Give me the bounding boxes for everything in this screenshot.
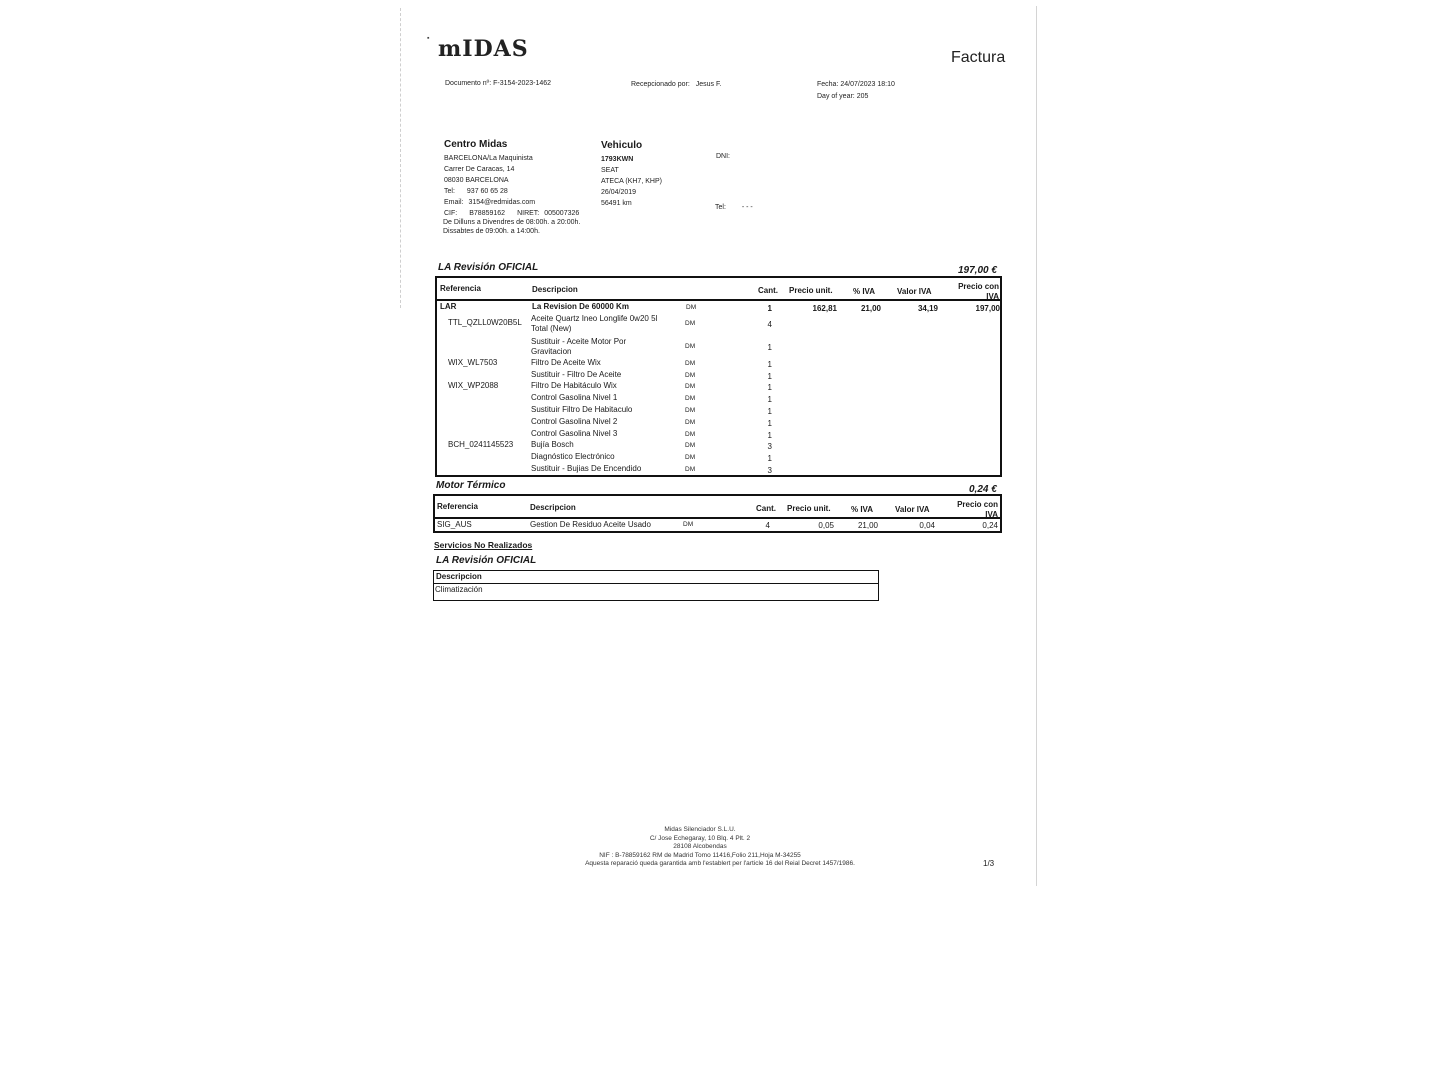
row-cant: 1 <box>767 372 772 381</box>
email-label: Email: <box>444 199 464 206</box>
footer-warranty: Aquesta reparació queda garantida amb l'establert per l'article 16 del Reial Decret 1457/1986. <box>585 860 855 867</box>
footer-line: C/ Jose Echegaray, 10 Blq. 4 Plt. 2 <box>649 834 751 842</box>
niret-value: 005007326 <box>544 210 580 217</box>
motor-row-iva: 21,00 <box>857 521 878 530</box>
page-edge-right <box>1036 6 1038 886</box>
row-unit: DM <box>685 419 696 426</box>
col-referencia: Referencia <box>437 502 478 511</box>
row-desc: Sustituir - Aceite Motor Por <box>531 337 627 346</box>
centro-horario <box>443 218 580 236</box>
midas-logo: mIDAS <box>438 36 529 62</box>
main-row-ref: LAR <box>440 302 457 311</box>
motor-header-divider <box>434 517 1001 519</box>
no-realizados-title: Servicios No Realizados <box>434 540 533 550</box>
vehiculo-line: ATECA (KH7, KHP) <box>601 178 662 185</box>
vehiculo-line: 56491 km <box>601 200 632 207</box>
documento-value: F-3154-2023-1462 <box>493 80 552 87</box>
col-descripcion: Descripcion <box>530 503 576 512</box>
main-row-desc: La Revision De 60000 Km <box>532 302 629 311</box>
col-cant: Cant. <box>756 504 776 513</box>
row-desc-cont: Gravitacion <box>531 347 572 356</box>
row-cant: 1 <box>767 343 772 352</box>
row-desc: Control Gasolina Nivel 3 <box>531 429 618 438</box>
row-unit: DM <box>685 454 696 461</box>
row-unit: DM <box>685 407 696 414</box>
day-label: Day of year: <box>817 93 855 100</box>
documento-number <box>445 80 551 87</box>
vehiculo-line: 26/04/2019 <box>601 189 637 196</box>
fecha-label: Fecha: <box>817 81 839 88</box>
row-desc: Aceite Quartz Ineo Longlife 0w20 5l <box>531 314 658 323</box>
centro-email <box>444 197 579 208</box>
row-unit: DM <box>685 466 696 473</box>
main-row-valor: 34,19 <box>917 304 938 313</box>
no-realizados-row: Climatización <box>435 585 483 594</box>
row-cant: 4 <box>767 320 772 329</box>
row-unit: DM <box>685 442 696 449</box>
fecha-value: 24/07/2023 18:10 <box>840 81 895 88</box>
centro-address <box>444 153 579 219</box>
row-unit: DM <box>685 360 696 367</box>
vehiculo-tel <box>715 202 753 213</box>
day-of-year <box>817 93 868 100</box>
recepcionado-value: Jesus F. <box>695 81 722 88</box>
motor-row-ref: SIG_AUS <box>437 520 472 529</box>
row-unit: DM <box>685 320 696 327</box>
col-precio-con-iva <box>953 500 998 520</box>
row-ref: BCH_0241145523 <box>448 440 514 449</box>
table-header-divider <box>436 299 1001 301</box>
col-precio-con-iva-line1: Precio con <box>957 500 998 509</box>
col-valor-iva: Valor IVA <box>897 287 932 296</box>
col-iva: % IVA <box>851 505 874 514</box>
main-row-unit: DM <box>686 304 697 311</box>
row-cant: 1 <box>767 383 772 392</box>
row-desc: Control Gasolina Nivel 1 <box>531 393 618 402</box>
main-row-precio: 162,81 <box>812 304 837 313</box>
row-desc: Sustituir Filtro De Habitaculo <box>531 405 633 414</box>
row-unit: DM <box>685 431 696 438</box>
horario-line: Dissabtes de 09:00h. a 14:00h. <box>443 228 540 235</box>
row-desc: Filtro De Aceite Wix <box>531 358 601 367</box>
row-cant: 1 <box>767 407 772 416</box>
cif-label: CIF: <box>444 210 458 217</box>
section-motor-total: 0,24 € <box>969 484 997 495</box>
footer-line: NIF : B-78859162 RM de Madrid Tomo 11416,Folio 211,Hoja M-34255 <box>599 851 801 859</box>
row-cant: 3 <box>767 466 772 475</box>
col-iva: % IVA <box>853 287 876 296</box>
row-cant: 1 <box>767 454 772 463</box>
email-value: 3154@redmidas.com <box>468 199 536 206</box>
motor-row-desc: Gestion De Residuo Aceite Usado <box>530 520 651 529</box>
centro-title: Centro Midas <box>444 139 508 150</box>
col-referencia: Referencia <box>440 284 481 293</box>
row-ref: WIX_WL7503 <box>448 358 498 367</box>
section-motor-title: Motor Térmico <box>436 480 506 491</box>
page-number: 1/3 <box>983 859 995 868</box>
tel-value: - - - <box>741 204 753 211</box>
cif-value: B78859162 <box>469 210 506 217</box>
row-desc: Sustituir - Filtro De Aceite <box>531 370 622 379</box>
documento-label: Documento nº: <box>445 80 492 87</box>
row-cant: 3 <box>767 442 772 451</box>
row-desc: Filtro De Habitáculo Wix <box>531 381 617 390</box>
col-precio-con-iva-line2: IVA <box>986 292 999 301</box>
row-desc-cont: Total (New) <box>531 324 572 333</box>
row-cant: 1 <box>767 419 772 428</box>
row-cant: 1 <box>767 395 772 404</box>
footer-line: 28108 Alcobendas <box>673 843 727 850</box>
document-title: Factura <box>951 49 1006 66</box>
tel-value: 937 60 65 28 <box>466 188 508 195</box>
no-realizados-table <box>433 570 879 601</box>
row-desc: Sustituir - Bujias De Encendido <box>531 464 642 473</box>
day-value: 205 <box>856 93 869 100</box>
centro-line: BARCELONA/La Maquinista <box>444 155 533 162</box>
row-desc: Bujía Bosch <box>531 440 574 449</box>
main-row-iva: 21,00 <box>860 304 881 313</box>
tel-label: Tel: <box>715 204 726 211</box>
centro-tel <box>444 186 579 197</box>
row-cant: 1 <box>767 360 772 369</box>
col-precio-con-iva-line1: Precio con <box>958 282 999 291</box>
recepcionado <box>631 81 721 88</box>
row-desc: Diagnóstico Electrónico <box>531 452 615 461</box>
col-precio-unit: Precio unit. <box>789 286 833 295</box>
no-realizados-header: Descripcion <box>436 572 482 581</box>
col-precio-unit: Precio unit. <box>787 504 831 513</box>
footer-line: Midas Silenciador S.L.U. <box>664 826 736 833</box>
motor-row-precio: 0,05 <box>818 521 834 530</box>
footer-info <box>540 826 860 860</box>
col-descripcion: Descripcion <box>532 285 578 294</box>
main-row-cant: 1 <box>767 304 772 313</box>
row-unit: DM <box>685 383 696 390</box>
row-ref: WIX_WP2088 <box>448 381 499 390</box>
row-unit: DM <box>685 343 696 350</box>
motor-row-total: 0,24 <box>982 521 998 530</box>
section-revision-title: LA Revisión OFICIAL <box>438 262 539 273</box>
centro-line: 08030 BARCELONA <box>444 177 509 184</box>
vehiculo-title: Vehiculo <box>601 140 643 151</box>
logo-mark: ▪ <box>427 35 430 42</box>
motor-row-valor: 0,04 <box>919 521 935 530</box>
vehiculo-line: SEAT <box>601 167 619 174</box>
main-row-total: 197,00 <box>975 304 1000 313</box>
vehiculo-details <box>601 154 662 209</box>
row-unit: DM <box>685 372 696 379</box>
no-realizados-subtitle: LA Revisión OFICIAL <box>436 555 537 566</box>
motor-row-cant: 4 <box>765 521 770 530</box>
niret-label: NIRET: <box>517 210 540 217</box>
row-desc: Control Gasolina Nivel 2 <box>531 417 618 426</box>
no-realizados-divider <box>434 583 878 584</box>
motor-row-unit: DM <box>683 521 694 528</box>
page-edge-left <box>400 8 402 308</box>
horario-line: De Dilluns a Divendres de 08:00h. a 20:00h. <box>443 219 581 226</box>
row-unit: DM <box>685 395 696 402</box>
col-precio-con-iva-line2: IVA <box>985 510 998 519</box>
recepcionado-label: Recepcionado por: <box>631 81 690 88</box>
dni-label: DNI: <box>716 153 730 160</box>
fecha <box>817 81 895 88</box>
col-cant: Cant. <box>758 286 778 295</box>
col-valor-iva: Valor IVA <box>895 505 930 514</box>
vehiculo-plate: 1793KWN <box>601 156 634 163</box>
tel-label: Tel: <box>444 188 455 195</box>
row-cant: 1 <box>767 431 772 440</box>
col-precio-con-iva <box>955 282 999 302</box>
row-ref: TTL_QZLL0W20B5L <box>448 318 522 327</box>
centro-line: Carrer De Caracas, 14 <box>444 166 515 173</box>
section-revision-total: 197,00 € <box>958 265 997 276</box>
